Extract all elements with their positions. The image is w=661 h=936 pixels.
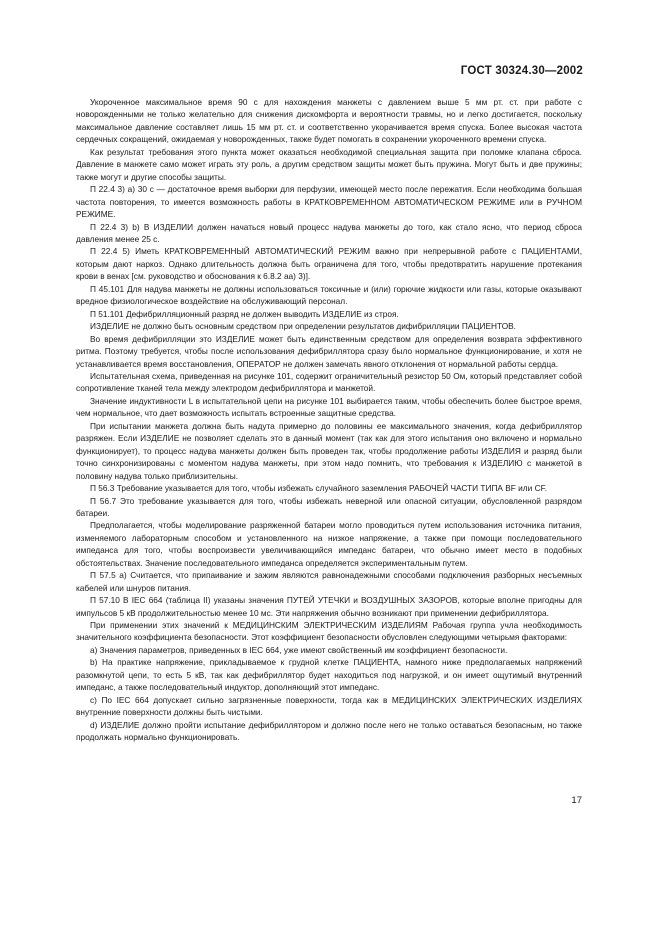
paragraph: П 56.3 Требование указывается для того, чтобы избежать случайного заземления РАБОЧЕЙ ЧАСТИ ТИПА BF или CF. bbox=[90, 483, 548, 494]
paragraph: ИЗДЕЛИЕ не должно быть основным средством при определении результатов дифибрилляции ПАЦИЕНТОВ. bbox=[90, 321, 516, 332]
paragraph: П 56.7 Это требование указывается для того, чтобы избежать неверной или опасной ситуации, обусловленной разрядом батареи. bbox=[76, 495, 582, 518]
list-item: с) По IEC 664 допускает сильно загрязненные поверхности, тогда как в МЕДИЦИНСКИХ ЭЛЕКТРИЧЕСКИХ ИЗДЕЛИЯХ внутренние поверхности должны быть чистыми. bbox=[76, 694, 582, 718]
document-body bbox=[76, 96, 582, 744]
list-item: d) ИЗДЕЛИЕ должно пройти испытание дефибриллятором и должно после него не только оставаться безопасным, но также продолжать нормально функционировать. bbox=[76, 719, 582, 743]
document-standard-id: ГОСТ 30324.30—2002 bbox=[460, 65, 583, 77]
paragraph: П 57.10 В IEC 664 (таблица II) указаны значения ПУТЕЙ УТЕЧКИ и ВОЗДУШНЫХ ЗАЗОРОВ, которые вполне пригодны для импульсов 5 кВ продолжительностью менее 10 мс. Эти напряжения обычно возникают при применении дефибриллятора. bbox=[76, 595, 582, 618]
paragraph: Испытательная схема, приведенная на рисунке 101, содержит ограничительный резистор 50 Ом, который представляет собой сопротивление тканей тела между электродом дефибриллятора и манжетой. bbox=[76, 370, 582, 394]
paragraph: Предполагается, чтобы моделирование разряженной батареи могло проводиться путем использования источника питания, изменяемого лабораторным способом и установленного на низкое напряжение, а также при помощи последовательного импеданса для того, чтобы воспроизвести увеличивающийся импеданс батареи, что обычно имеет место в подобных обстоятельствах. Значение последовательного импеданса определяется экспериментальным путем. bbox=[76, 520, 582, 568]
paragraph: При испытании манжета должна быть надута примерно до половины ее максимального значения, когда дефибриллятор разряжен. Если ИЗДЕЛИЕ не позволяет сделать это в данный момент (так как для этого испытания оно включено и нормально функционирует), то процесс надува манжеты должен быть проведен так, чтобы продолжение работы ИЗДЕЛИЯ и разряд были точно синхронизированы с моментом надува манжеты, при этом надо помнить, что требования к ИЗДЕЛИЮ с манжетой в половину надува только приблизительны. bbox=[76, 420, 582, 481]
paragraph: П 45.101 Для надува манжеты не должны использоваться токсичные и (или) горючие жидкости или газы, которые оказывают вредное физиологическое воздействие на обслуживающий персонал. bbox=[76, 283, 582, 307]
paragraph: Укороченное максимальное время 90 с для нахождения манжеты с давлением выше 5 мм рт. ст. при работе с новорожденными не только желательно для снижения дискомфорта и вероятности травмы, но и легко достигается, поскольку максимальное давление составляет лишь 15 мм рт. ст. и соответственно укорачивается время спуска. Более высокая частота сердечных сокращений, ожидаемая у новорожденных, также будет помогать в сохранении укороченного времени спуска. bbox=[76, 97, 582, 145]
paragraph: При применении этих значений к МЕДИЦИНСКИМ ЭЛЕКТРИЧЕСКИМ ИЗДЕЛИЯМ Рабочая группа учла необходимость значительного коэффициента безопасности. Этот коэффициент безопасности обусловлен следующими четырьмя факторами: bbox=[76, 620, 582, 643]
paragraph: П 22.4 3) b) В ИЗДЕЛИИ должен начаться новый процесс надува манжеты до того, как стало ясно, что период сброса давления менее 25 с. bbox=[76, 221, 582, 244]
list-item: а) Значения параметров, приведенных в IEC 664, уже имеют свойственный им коэффициент безопасности. bbox=[90, 644, 508, 655]
paragraph: Значение индуктивности L в испытательной цепи на рисунке 101 выбирается таким, чтобы обеспечить более быстрое время, чем нормальное, что дает возможность испытать встроенные защитные средства. bbox=[76, 395, 582, 419]
paragraph: Как результат требования этого пункта может оказаться необходимой специальная защита при поломке клапана сброса. Давление в манжете само может играть эту роль, а другим средством защиты может быть пружина. Могут быть и две пружины; также могут и другие способы защиты. bbox=[76, 146, 582, 182]
page-number: 17 bbox=[571, 795, 582, 806]
paragraph: П 22.4 3) а) 30 с — достаточное время выборки для перфузии, имеющей место после пережатия. Если необходима большая частота повторения, то имеется возможность работы в КРАТКОВРЕМЕННОМ АВТОМАТИЧЕСКОМ РЕЖИМЕ или в РУЧНОМ РЕЖИМЕ. bbox=[76, 184, 582, 220]
paragraph: П 22.4 5) Иметь КРАТКОВРЕМЕННЫЙ АВТОМАТИЧЕСКИЙ РЕЖИМ важно при непрерывной работе с ПАЦИЕНТАМИ, которым дают наркоз. Однако длительность должна быть ограничена для того, чтобы предотвратить нарушение протекания крови в венах [см. руководство и обоснования к 6.8.2 аа) 3)]. bbox=[76, 246, 582, 282]
list-item: b) На практике напряжение, прикладываемое к грудной клетке ПАЦИЕНТА, намного ниже предполагаемых напряжений разомкнутой цепи, то есть 5 кВ, так как дефибриллятор будет находиться под нагрузкой, и он имеет ощутимый внутренний импеданс, а также последовательный индуктор, дополняющий этот импеданс. bbox=[76, 657, 582, 693]
paragraph: Во время дефибрилляции это ИЗДЕЛИЕ может быть единственным средством для определения возврата эффективного ритма. Поэтому требуется, чтобы после использования дефибриллятора сразу было нормальное функционирование, и хотя не устанавливается время восстановления, ОПЕРАТОР не должен замечать явного отклонения от нормальной работы сердца. bbox=[76, 333, 582, 369]
paragraph: П 51.101 Дефибрилляционный разряд не должен выводить ИЗДЕЛИЕ из строя. bbox=[90, 308, 399, 319]
paragraph: П 57.5 а) Считается, что припаивание и зажим являются равнонадежными способами подключения разборных несъемных кабелей или шнуров питания. bbox=[76, 570, 582, 593]
